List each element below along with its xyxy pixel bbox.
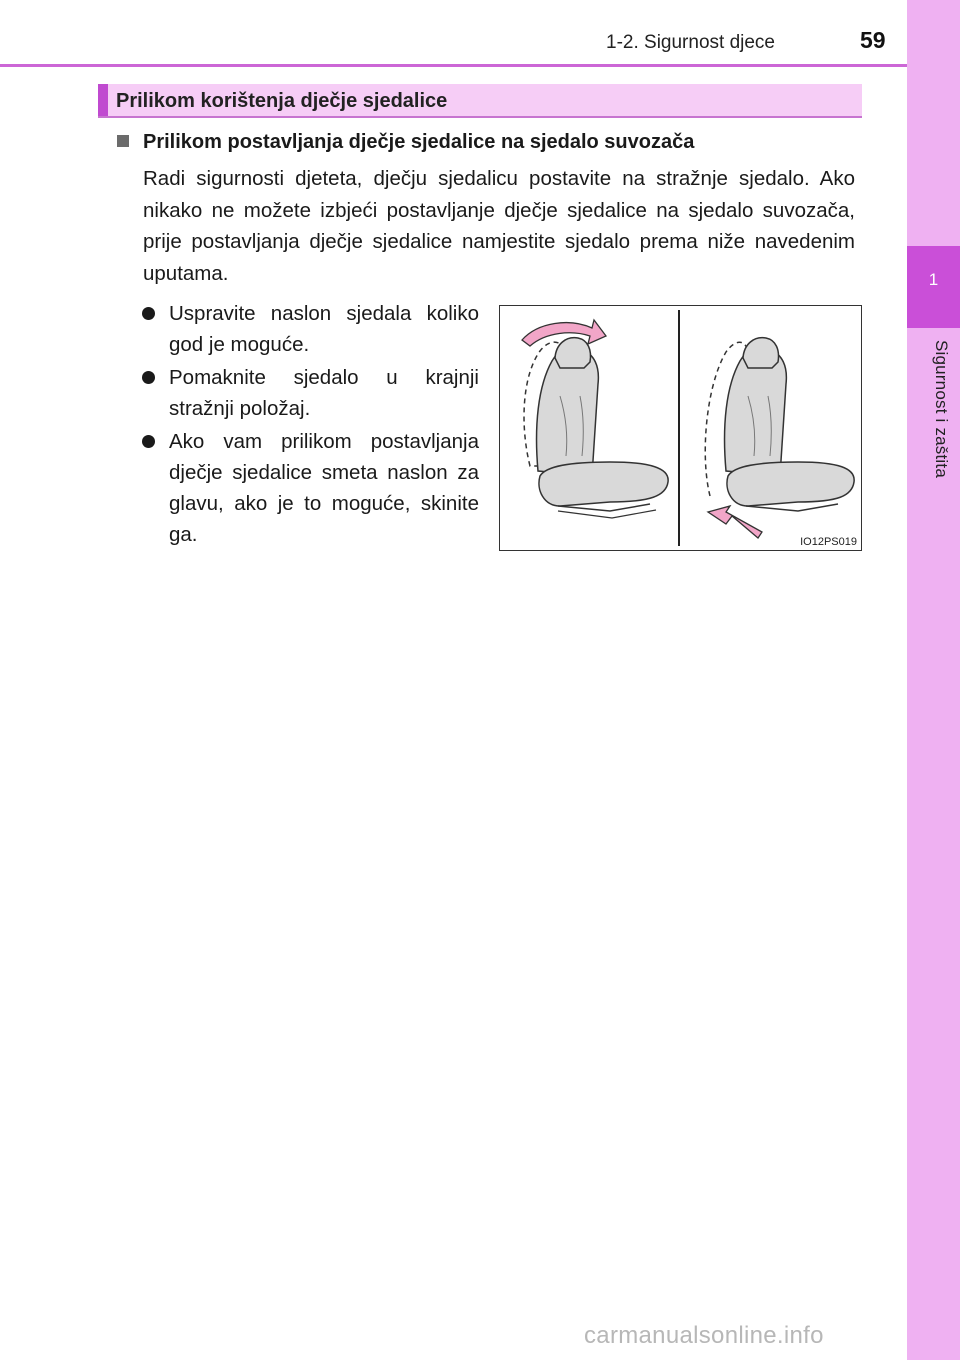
section-title: Prilikom korištenja dječje sjedalice [116,90,448,112]
chapter-number: 1 [928,270,939,289]
section-title-bar [98,84,862,118]
bullet-dot-icon [142,435,155,448]
seat-left-icon [524,338,668,518]
title-accent-bar [98,84,108,116]
list-item [141,426,479,550]
body-paragraph: Radi sigurnosti djeteta, dječju sjedalicu postavite na stražnje sjedalo. Ako nikako ne možete izbjeći postavljanje dječje sjedalice na sjedalo suvozača, prije postavljanja dječje sjedalice namjestite sjedalo prema niže navedenim uputama. [143,167,855,285]
list-item [141,362,479,424]
chapter-label: Sigurnost i zaštita [932,340,951,478]
page-number: 59 [860,27,886,53]
list-item-text: Uspravite naslon sjedala koliko god je moguće. [169,302,479,356]
seat-right-icon [705,338,854,511]
square-bullet-icon [117,135,129,147]
bullet-dot-icon [142,307,155,320]
seat-adjustment-figure [499,305,862,551]
list-item-text: Ako vam prilikom postavljanja dječje sjedalice smeta naslon za glavu, ako je to moguće, skinite ga. [169,430,479,546]
seat-illustration [500,306,861,550]
list-item [141,298,479,360]
subheading-text: Prilikom postavljanja dječje sjedalice na sjedalo suvozača [143,131,695,153]
header-rule [0,64,907,67]
slide-back-arrow-icon [708,506,762,538]
bullet-dot-icon [142,371,155,384]
list-item-text: Pomaknite sjedalo u krajnji stražnji položaj. [169,366,479,420]
instruction-list [141,298,479,552]
header-section-title: 1-2. Sigurnost djece [606,32,775,53]
subheading [117,131,694,154]
figure-code: IO12PS019 [800,536,857,548]
chapter-side-tab [907,0,960,1360]
watermark: carmanualsonline.info [584,1322,824,1349]
